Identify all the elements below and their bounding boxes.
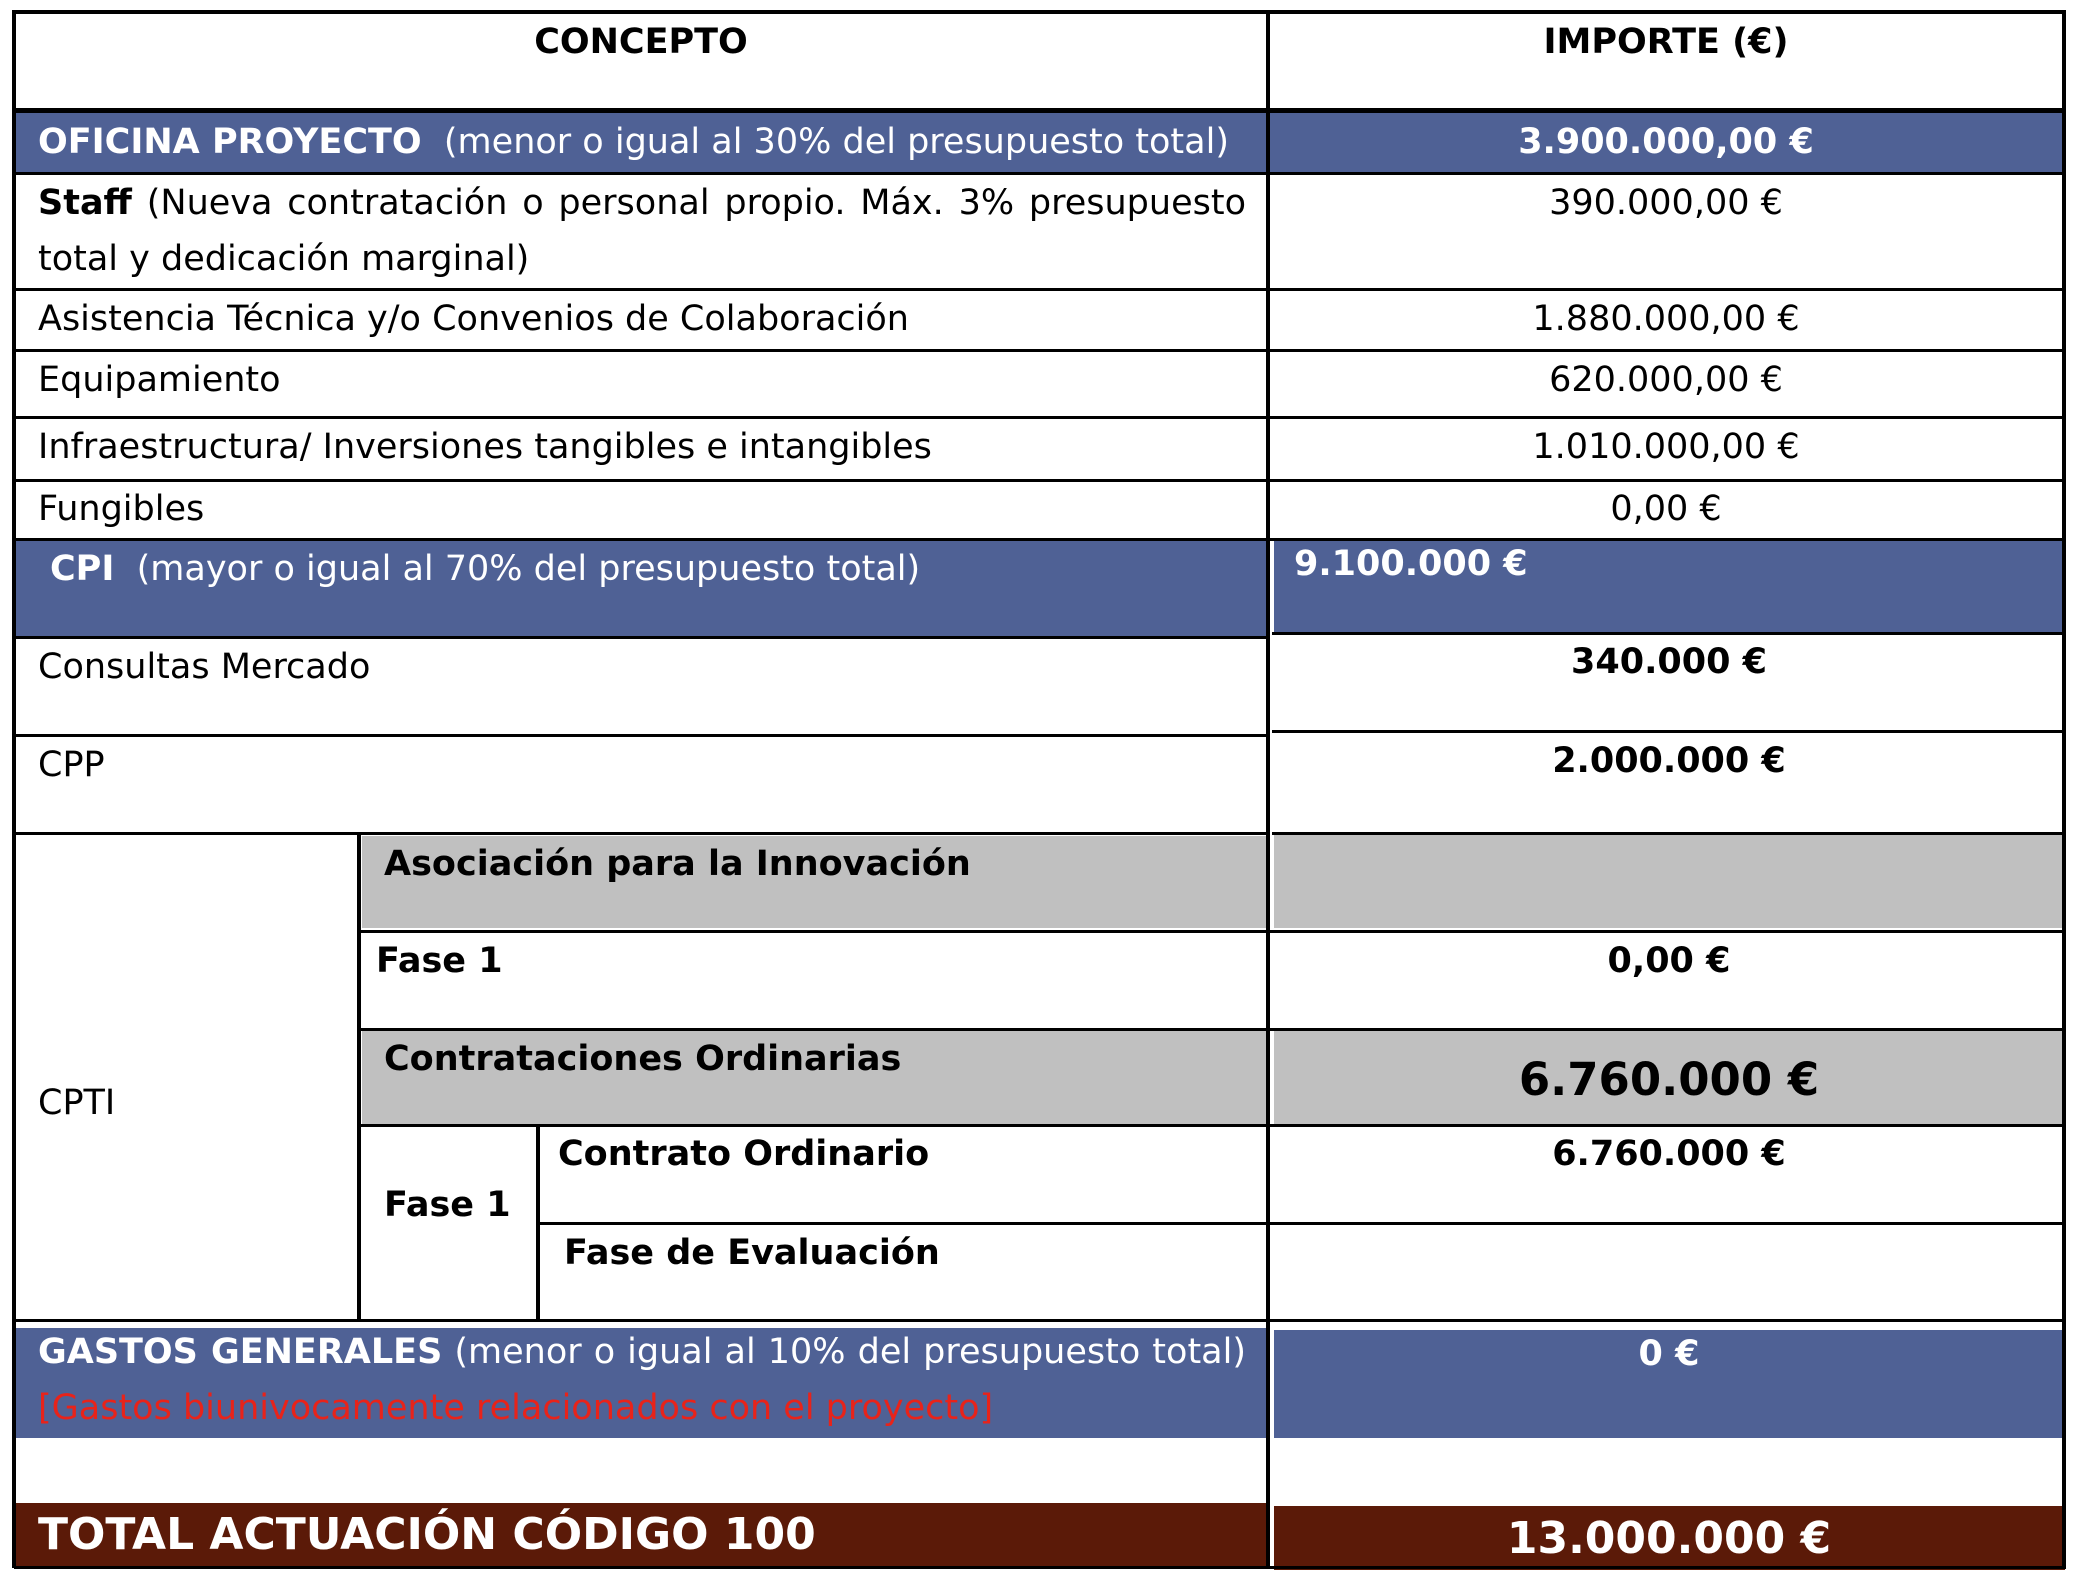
cpp-amount: 2.000.000 € [1552,741,1786,781]
grid-line [14,108,2066,113]
asociacion-amount-bg [1274,834,2065,928]
grid-line [357,834,361,1322]
cpti-label: CPTI [38,1083,116,1123]
ordinarias-amount: 6.760.000 € [1518,1053,1820,1106]
staff-label [38,175,1246,287]
infraestructura-label: Infraestructura/ Inversiones tangibles e intangibles [38,427,932,467]
asistencia-label: Asistencia Técnica y/o Convenios de Colaboración [38,299,909,339]
total-amount: 13.000.000 € [1506,1513,1832,1564]
cpi-note: (mayor o igual al 70% del presupuesto total) [136,549,921,589]
gastos-title: GASTOS GENERALES [38,1332,443,1372]
oficina-note: (menor o igual al 30% del presupuesto total) [443,122,1229,162]
grid-line [1272,832,2066,835]
fungibles-amount: 0,00 € [1610,489,1722,529]
oficina-title-row [38,114,1229,170]
equipamiento-label: Equipamiento [38,360,281,400]
infraestructura-amount: 1.010.000,00 € [1532,427,1800,467]
header-importe: IMPORTE (€) [1543,22,1789,62]
grid-line [14,1319,2066,1322]
asociacion-fase-amount: 0,00 € [1607,941,1731,981]
total-label: TOTAL ACTUACIÓN CÓDIGO 100 [38,1509,816,1560]
grid-line [536,1126,540,1322]
gastos-note: (menor o igual al 10% del presupuesto total) [454,1332,1246,1372]
staff-text: (Nueva contratación o personal propio. Máx. 3% presupuesto total y dedicación marginal) [38,183,1246,279]
equipamiento-amount: 620.000,00 € [1549,360,1783,400]
contrato-label: Contrato Ordinario [558,1134,930,1174]
oficina-amount: 3.900.000,00 € [1518,122,1814,162]
asistencia-amount: 1.880.000,00 € [1532,299,1800,339]
consultas-label: Consultas Mercado [38,647,371,687]
contrato-amount: 6.760.000 € [1552,1134,1786,1174]
gastos-title-row [38,1324,1246,1380]
consultas-amount: 340.000 € [1571,642,1767,682]
grid-line [14,734,1268,737]
gastos-red-note: [Gastos biunivocamente relacionados con el proyecto] [38,1388,994,1428]
grid-line [12,10,16,1568]
ordinarias-label: Contrataciones Ordinarias [384,1039,902,1079]
oficina-title: OFICINA PROYECTO [38,122,422,162]
evaluacion-label: Fase de Evaluación [564,1233,940,1273]
asociacion-fase-label: Fase 1 [376,941,503,981]
ordinarias-fase-label: Fase 1 [384,1185,511,1225]
header-concepto: CONCEPTO [534,22,748,62]
cpi-title: CPI [50,549,115,589]
grid-line [1266,10,1270,1568]
cpi-title-row [50,541,920,597]
cpi-amount: 9.100.000 € [1294,544,1528,584]
gastos-amount: 0 € [1638,1334,1700,1374]
staff-amount: 390.000,00 € [1549,183,1783,223]
cpp-label: CPP [38,745,105,785]
fungibles-label: Fungibles [38,489,205,529]
asociacion-label: Asociación para la Innovación [384,844,971,884]
staff-bold: Staff [38,183,132,223]
grid-line [14,832,1268,835]
